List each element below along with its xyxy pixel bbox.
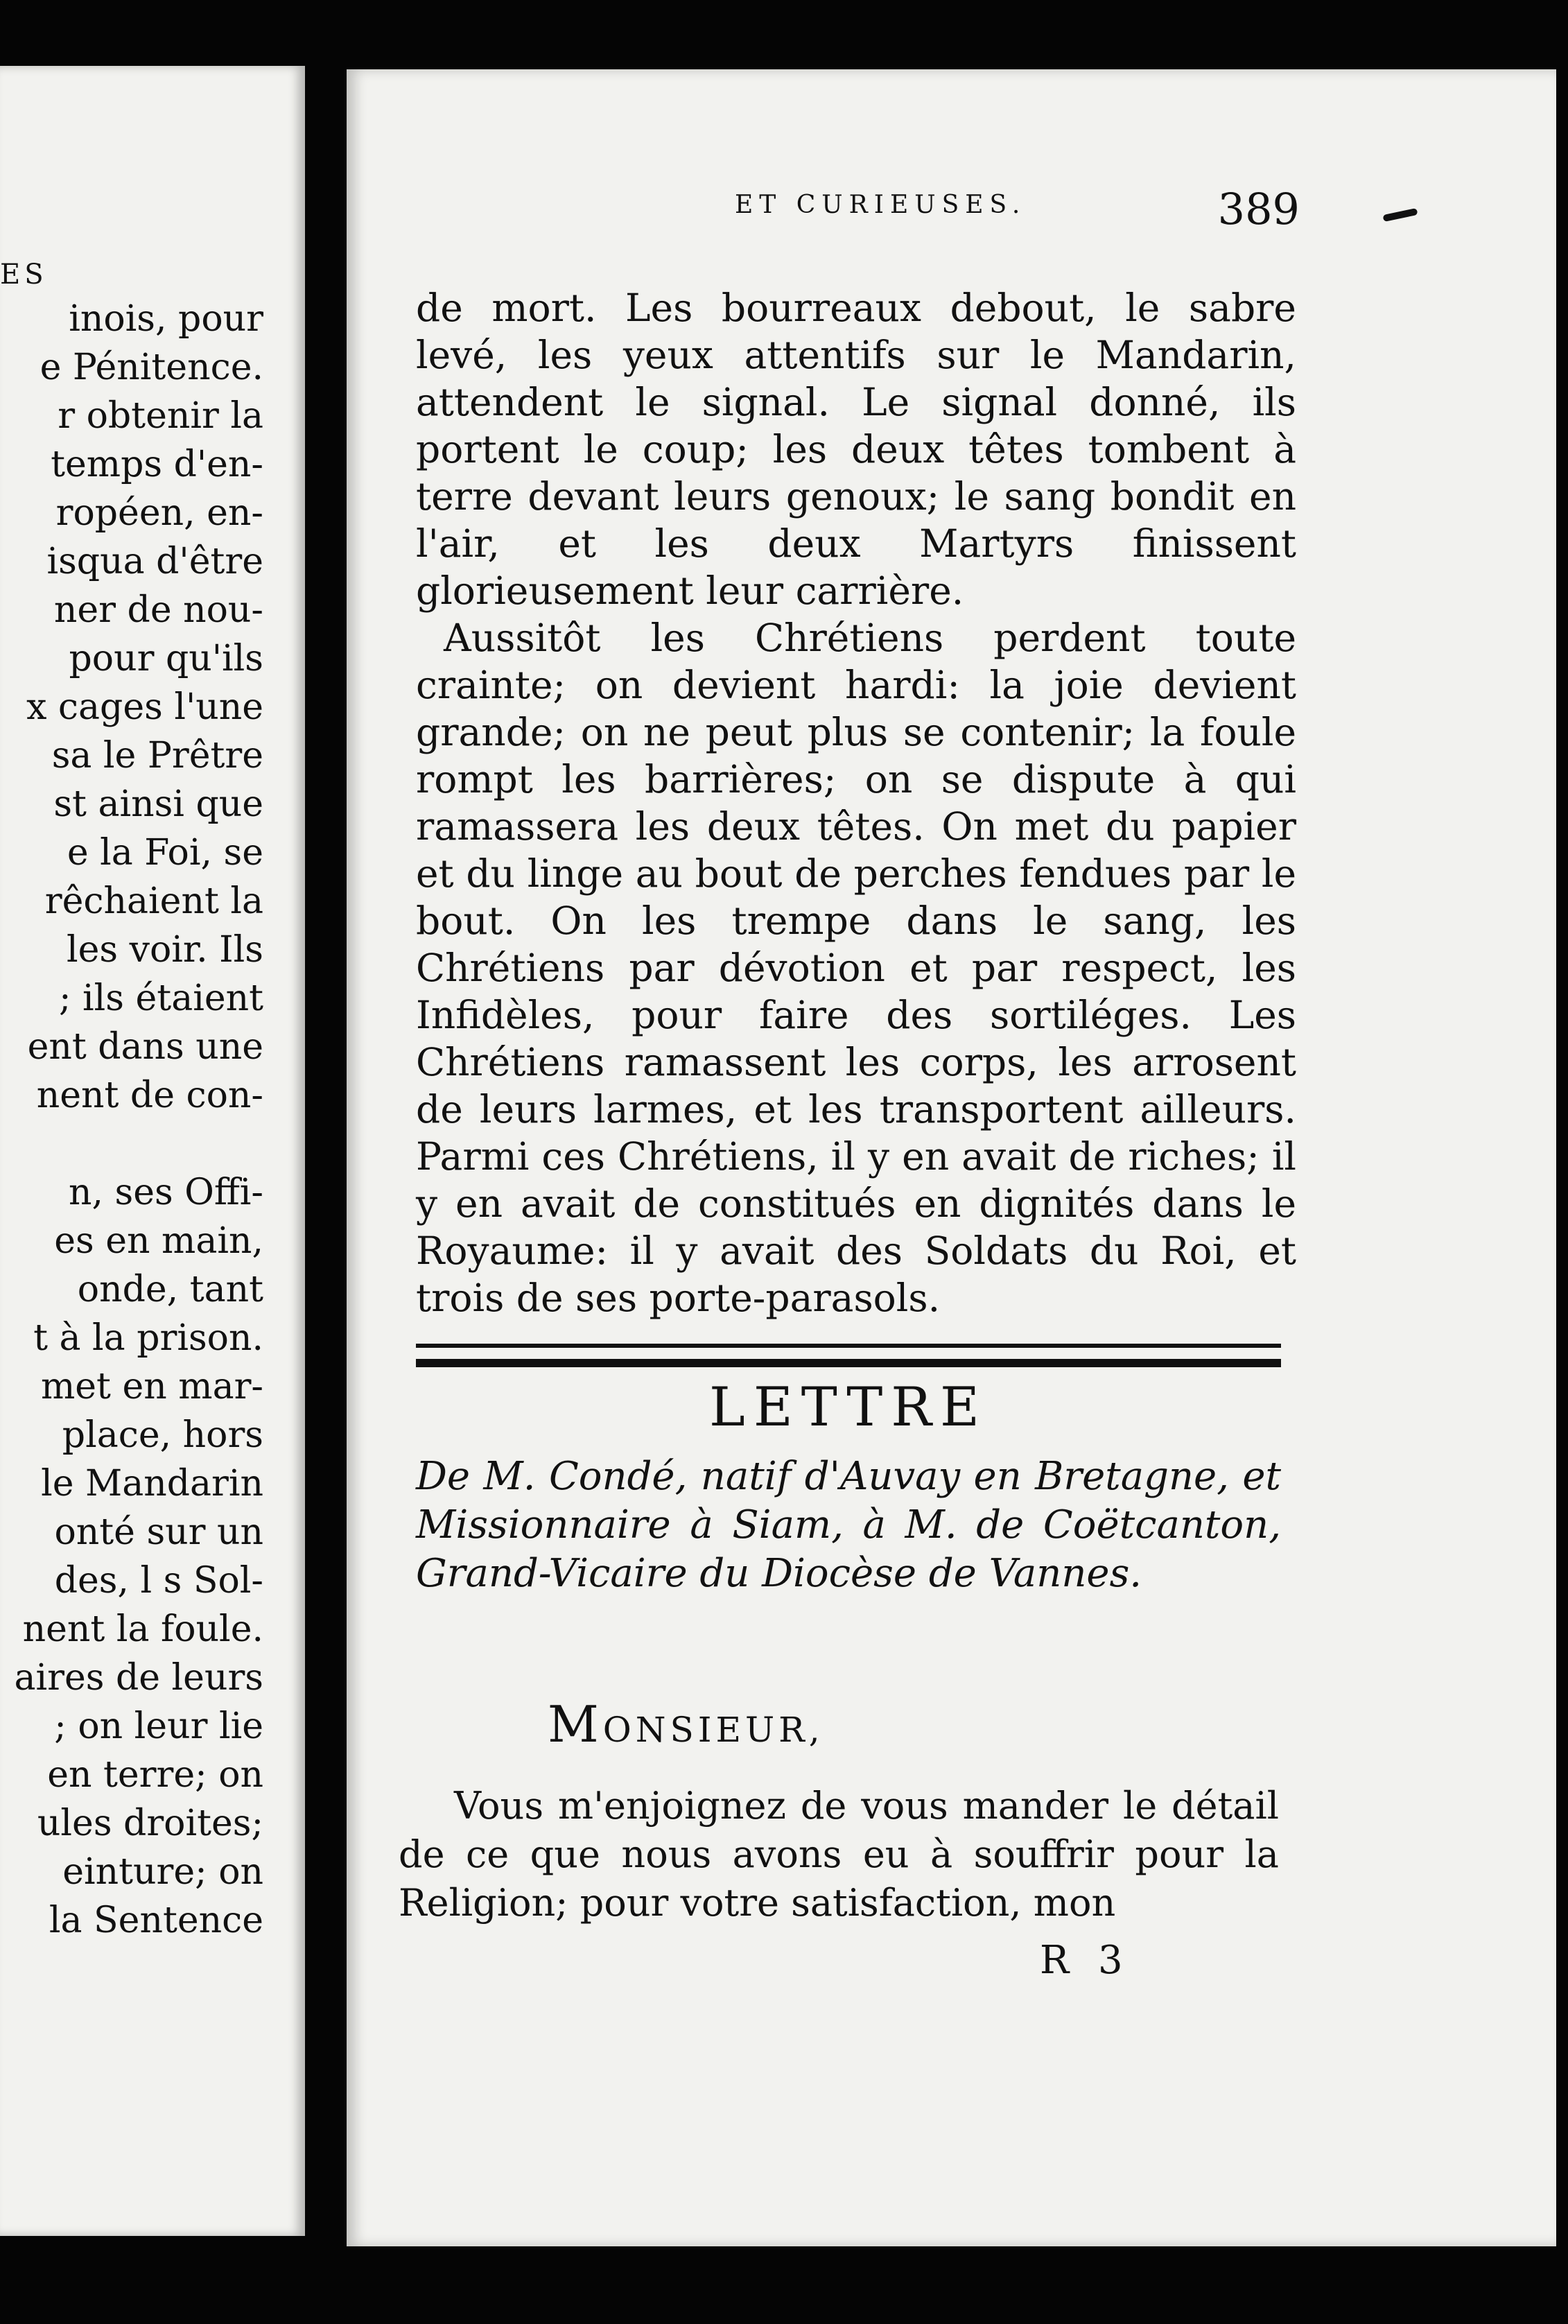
left-line: la Sentence: [49, 1900, 263, 1941]
left-line: ropéen, en-: [55, 492, 263, 534]
paragraph: Aussitôt les Chrétiens perdent toute crainte; on devient hardi: la joie devient grande; on ne peut plus se contenir; la foule rompt les barrières; on se dispute à qui ramassera les deux têtes. On met du papier et du linge au bout de perches fendues par le bout. On les trempe dans le sang, les Chrétiens par dévotion et par respect, les Infidèles, pour faire des sortiléges. Les Chrétiens ramassent les corps, les arrosent de leurs larmes, et les transportent ailleurs. Parmi ces Chrétiens, il y en avait de riches; il y en avait de constitués en dignités dans le Royaume: il y avait des Soldats du Roi, et trois de ses porte-parasols.: [416, 616, 1296, 1320]
running-head: ET CURIEUSES.: [735, 191, 1027, 219]
left-line: n, ses Offi-: [69, 1172, 263, 1213]
left-line: t à la prison.: [33, 1317, 263, 1359]
left-line: le Mandarin: [41, 1463, 263, 1504]
left-line: e Pénitence.: [40, 347, 263, 388]
signature-mark: R 3: [1040, 1938, 1131, 1983]
double-rule-divider: [416, 1344, 1281, 1367]
body-text: [416, 284, 1296, 1321]
left-line: inois, pour: [69, 298, 263, 340]
left-line: onde, tant: [77, 1269, 263, 1310]
left-line: nent de con-: [36, 1075, 263, 1116]
left-line: en terre; on: [47, 1754, 263, 1796]
left-line: einture; on: [62, 1851, 263, 1893]
left-line: [0, 1120, 263, 1168]
left-page-running-head: ES: [0, 259, 48, 290]
left-line: e la Foi, se: [67, 832, 263, 874]
left-line: aires de leurs: [14, 1657, 263, 1699]
left-line: rêchaient la: [44, 881, 263, 922]
letter-title: LETTRE: [709, 1376, 988, 1439]
page-number: 389: [1217, 184, 1300, 234]
left-line: ent dans une: [27, 1026, 263, 1068]
salutation: [548, 1695, 824, 1753]
left-line: es en main,: [54, 1220, 263, 1262]
left-line: des, l s Sol-: [54, 1560, 263, 1602]
left-line: ; on leur lie: [54, 1706, 263, 1747]
left-line: sa le Prêtre: [51, 735, 263, 777]
left-line: ; ils étaient: [59, 978, 263, 1019]
paragraph: de mort. Les bourreaux debout, le sabre levé, les yeux attentifs sur le Mandarin, attendent le signal. Le signal donné, ils portent le coup; les deux têtes tombent à terre devant leurs genoux; le sang bondit en l'air, et les deux Martyrs finissent glorieusement leur carrière.: [416, 286, 1296, 613]
left-line: ules droites;: [37, 1803, 263, 1844]
left-line: onté sur un: [54, 1511, 263, 1553]
letter-body: [399, 1782, 1279, 1927]
left-line: isqua d'être: [46, 541, 263, 582]
left-line: ner de nou-: [53, 589, 263, 631]
left-line: st ainsi que: [53, 783, 263, 825]
paragraph: Vous m'enjoignez de vous mander le détail de ce que nous avons eu à souffrir pour la Religion; pour votre satisfaction, mon: [399, 1784, 1279, 1925]
left-line: pour qu'ils: [69, 638, 263, 679]
left-line: r obtenir la: [58, 395, 263, 437]
salutation-rest: ONSIEUR,: [602, 1710, 824, 1750]
left-line: nent la foule.: [22, 1608, 263, 1650]
left-line: temps d'en-: [51, 444, 263, 485]
left-line: x cages l'une: [26, 686, 263, 728]
left-line: met en mar-: [40, 1366, 263, 1407]
letter-subtitle: De M. Condé, natif d'Auvay en Bretagne, et Missionnaire à Siam, à M. de Coëtcanton, Grand-Vicaire du Diocèse de Vannes.: [416, 1454, 1281, 1596]
left-page: [0, 66, 305, 2236]
left-page-text: [0, 295, 263, 1945]
left-line: les voir. Ils: [67, 929, 263, 971]
left-line: place, hors: [62, 1414, 263, 1456]
salutation-initial: M: [548, 1695, 603, 1753]
page-header: [381, 184, 1300, 232]
